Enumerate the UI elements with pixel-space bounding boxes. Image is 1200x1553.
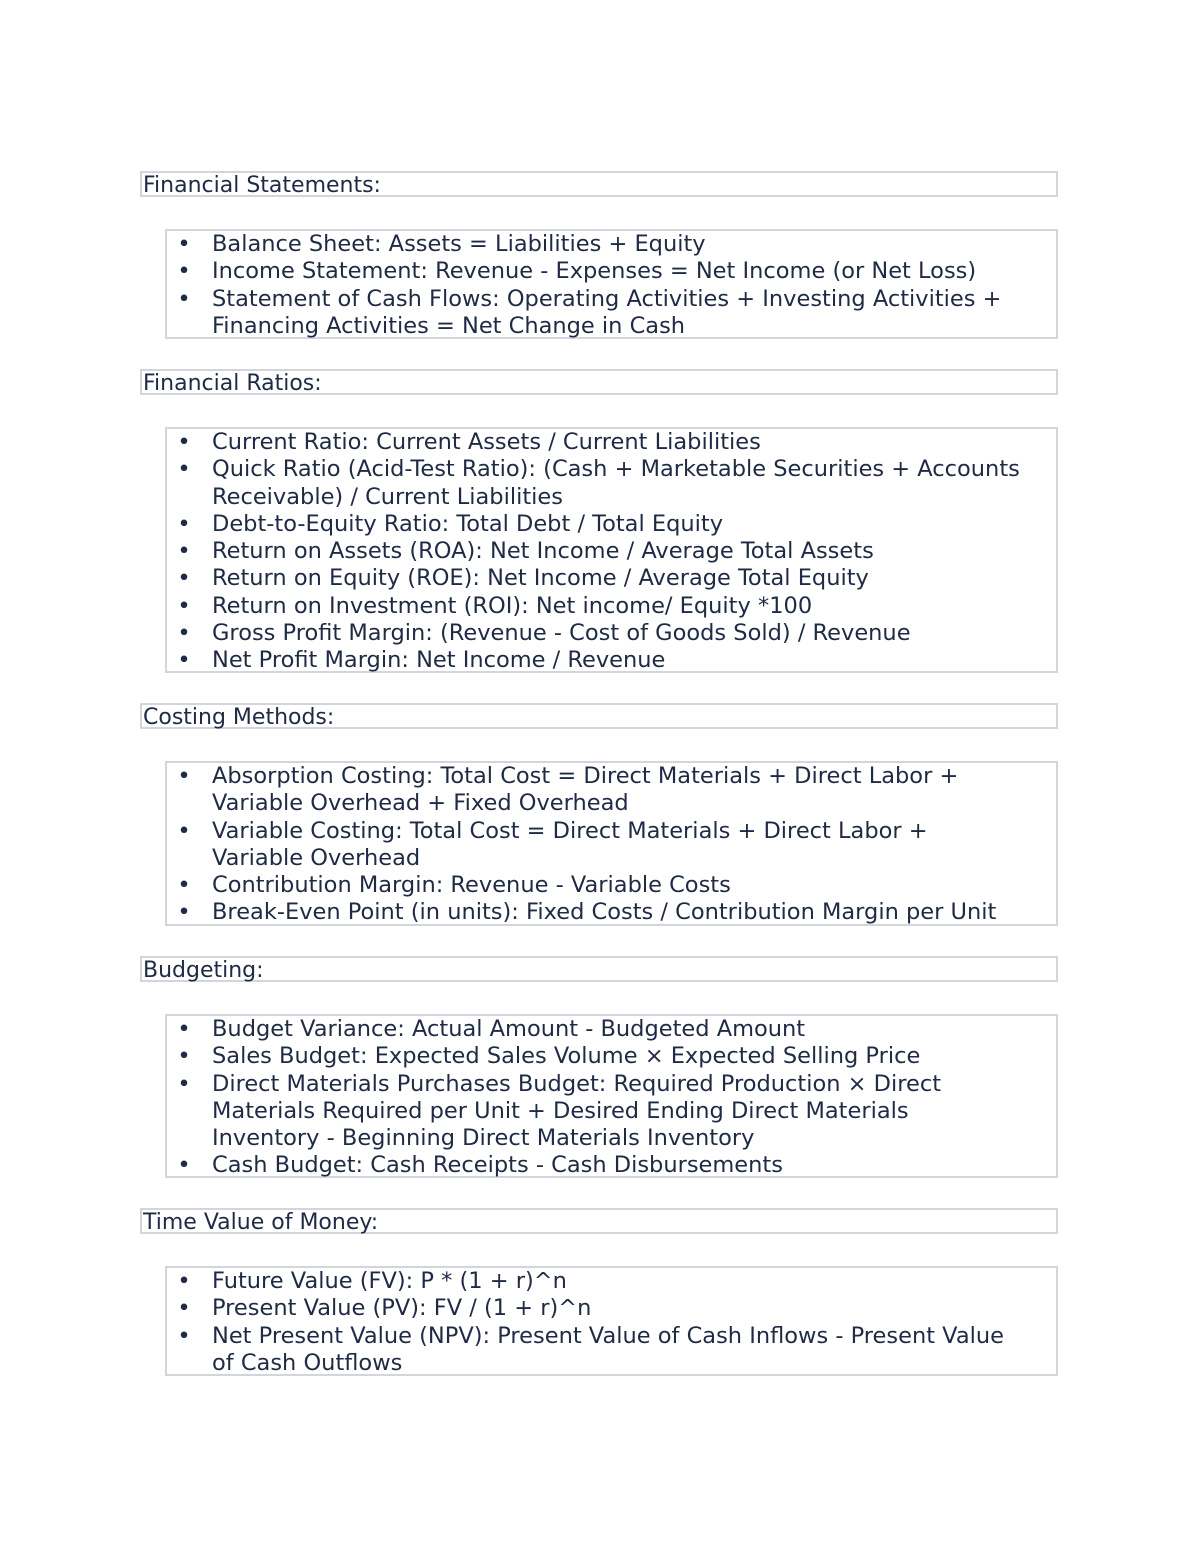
list-financial-statements	[165, 229, 1058, 339]
list-item: • Return on Assets (ROA): Net Income / Average Total Assets	[177, 538, 874, 565]
bullet-icon: •	[177, 899, 191, 926]
bullet-icon: •	[177, 1016, 191, 1042]
bullet-icon: •	[177, 429, 191, 455]
list-financial-ratios	[165, 427, 1058, 673]
section-heading-budgeting: Budgeting:	[140, 956, 1058, 982]
list-item: • Net Present Value (NPV): Present Value of Cash Inflows - Present Value of Cash Outflows	[177, 1322, 1004, 1376]
list-item: • Gross Profit Margin: (Revenue - Cost of Goods Sold) / Revenue	[177, 620, 911, 647]
list-item: • Income Statement: Revenue - Expenses = Net Income (or Net Loss)	[177, 258, 977, 285]
list-item: • Net Profit Margin: Net Income / Revenue	[177, 647, 666, 674]
bullet-icon: •	[177, 456, 191, 483]
bullet-icon: •	[177, 565, 191, 592]
bullet-icon: •	[177, 538, 191, 565]
section-heading-financial-ratios: Financial Ratios:	[140, 369, 1058, 395]
bullet-icon: •	[177, 1322, 191, 1349]
bullet-icon: •	[177, 258, 191, 285]
bullet-icon: •	[177, 620, 191, 647]
list-item: • Sales Budget: Expected Sales Volume × Expected Selling Price	[177, 1043, 921, 1070]
list-item: • Future Value (FV): P * (1 + r)^n	[177, 1268, 567, 1294]
bullet-icon: •	[177, 872, 191, 899]
bullet-icon: •	[177, 1295, 191, 1322]
list-item: • Budget Variance: Actual Amount - Budgeted Amount	[177, 1016, 806, 1042]
bullet-icon: •	[177, 231, 191, 257]
list-item: • Debt-to-Equity Ratio: Total Debt / Total Equity	[177, 510, 724, 537]
section-heading-time-value-of-money: Time Value of Money:	[140, 1208, 1058, 1234]
list-item: • Current Ratio: Current Assets / Current Liabilities	[177, 429, 761, 455]
list-item: • Quick Ratio (Acid-Test Ratio): (Cash + Marketable Securities + Accounts Receivable) / Current Liabilities	[177, 456, 1020, 510]
list-time-value-of-money	[165, 1266, 1058, 1376]
list-item: • Balance Sheet: Assets = Liabilities + Equity	[177, 231, 706, 257]
bullet-icon: •	[177, 647, 191, 674]
section-heading-costing-methods: Costing Methods:	[140, 703, 1058, 729]
list-item: • Break-Even Point (in units): Fixed Costs / Contribution Margin per Unit	[177, 899, 997, 926]
bullet-icon: •	[177, 510, 191, 537]
bullet-icon: •	[177, 1152, 191, 1179]
list-item: • Return on Investment (ROI): Net income/ Equity *100	[177, 592, 813, 619]
bullet-icon: •	[177, 592, 191, 619]
list-item: • Absorption Costing: Total Cost = Direct Materials + Direct Labor + Variable Overhead + Fixed Overhead	[177, 763, 959, 817]
list-costing-methods	[165, 761, 1058, 926]
bullet-icon: •	[177, 285, 191, 312]
list-item: • Return on Equity (ROE): Net Income / Average Total Equity	[177, 565, 869, 592]
list-item: • Cash Budget: Cash Receipts - Cash Disbursements	[177, 1152, 783, 1179]
list-budgeting	[165, 1014, 1058, 1178]
list-item: • Contribution Margin: Revenue - Variable Costs	[177, 872, 731, 899]
list-item: • Variable Costing: Total Cost = Direct Materials + Direct Labor + Variable Overhead	[177, 817, 928, 871]
list-item: • Present Value (PV): FV / (1 + r)^n	[177, 1295, 592, 1322]
bullet-icon: •	[177, 817, 191, 844]
bullet-icon: •	[177, 1043, 191, 1070]
section-heading-financial-statements: Financial Statements:	[140, 171, 1058, 197]
list-item: • Direct Materials Purchases Budget: Required Production × Direct Materials Required per Unit + Desired Ending Direct Materials Inventory - Beginning Direct Materials Inventory	[177, 1070, 942, 1152]
bullet-icon: •	[177, 1268, 191, 1294]
list-item: • Statement of Cash Flows: Operating Activities + Investing Activities + Financing Activities = Net Change in Cash	[177, 285, 1002, 339]
bullet-icon: •	[177, 763, 191, 789]
bullet-icon: •	[177, 1070, 191, 1097]
